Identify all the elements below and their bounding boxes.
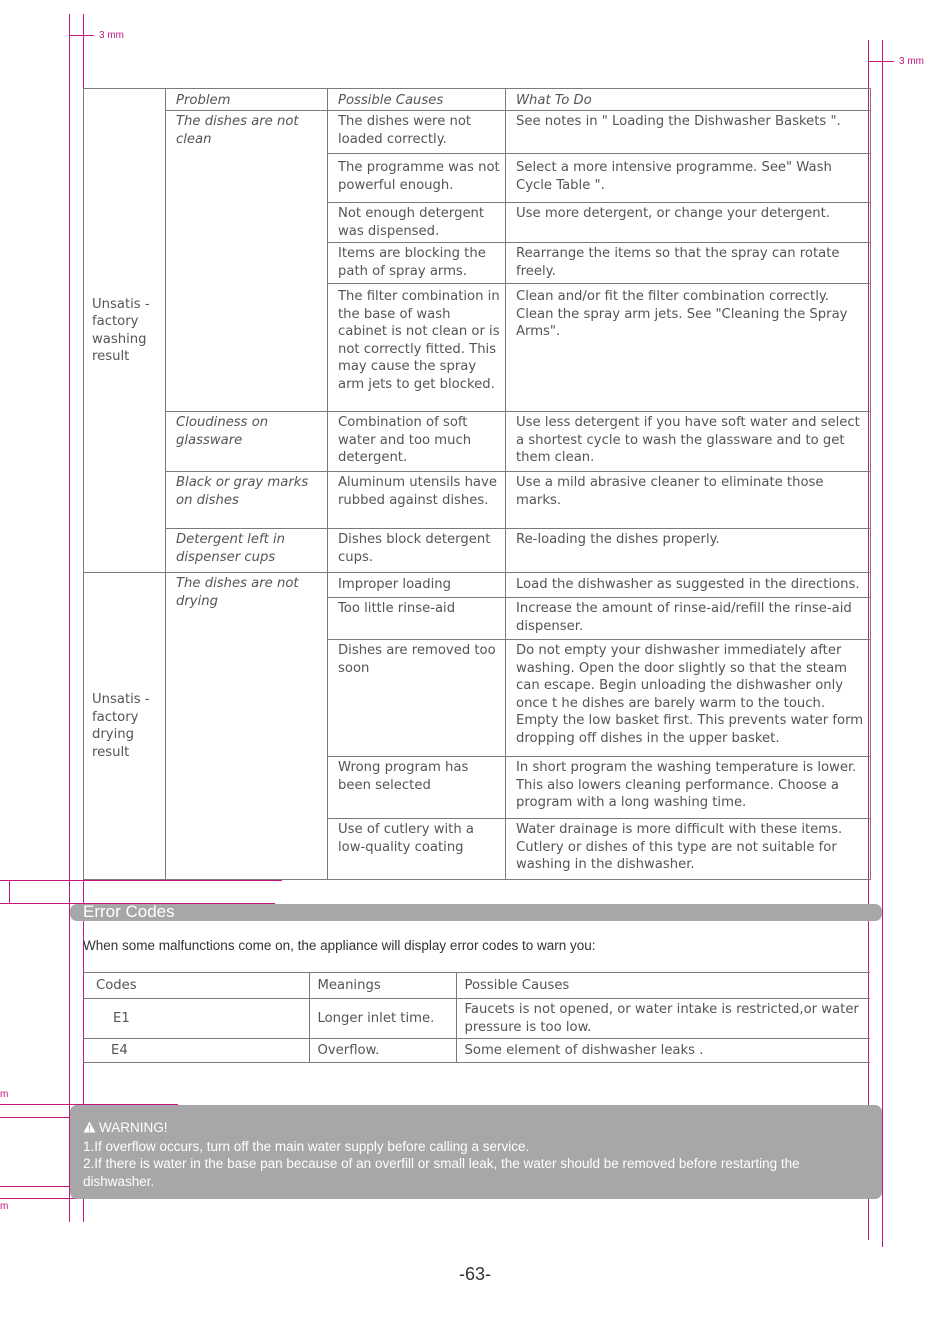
- table-row: [84, 472, 871, 529]
- error-cause: Faucets is not opened, or water intake is restricted,or water pressure is too low.: [456, 999, 870, 1039]
- crop-mark-vertical-short: [9, 880, 10, 903]
- cause-cell: The programme was not powerful enough.: [328, 154, 506, 203]
- warning-triangle-icon: [83, 1120, 96, 1138]
- cause-cell: Aluminum utensils have rubbed against dishes.: [328, 472, 506, 529]
- header-what-to-do: What To Do: [506, 89, 871, 111]
- cause-cell: Improper loading: [328, 573, 506, 598]
- todo-cell: Use a mild abrasive cleaner to eliminate those marks.: [506, 472, 871, 529]
- header-possible-causes: Possible Causes: [328, 89, 506, 111]
- error-code: E1: [83, 999, 309, 1039]
- warning-text-block: [83, 1119, 873, 1190]
- crop-mark-vertical-left: [69, 14, 70, 1222]
- header-meanings: Meanings: [309, 973, 456, 999]
- cause-cell: Dishes block detergent cups.: [328, 529, 506, 573]
- crop-mark-vertical-right-outer: [882, 40, 883, 1247]
- todo-cell: Use more detergent, or change your detergent.: [506, 203, 871, 243]
- crop-mark-label-top-right: 3 mm: [899, 56, 924, 67]
- cause-cell: The dishes were not loaded correctly.: [328, 111, 506, 154]
- problem-not-clean: The dishes are not clean: [166, 111, 328, 412]
- todo-cell: Use less detergent if you have soft water and select a shortest cycle to wash the glassware and to get them clean.: [506, 412, 871, 472]
- table-row: [84, 412, 871, 472]
- table-row: [84, 111, 871, 154]
- crop-mark-label-left-2: m: [0, 1201, 9, 1212]
- error-row: [83, 1039, 870, 1063]
- header-codes: Codes: [83, 973, 309, 999]
- todo-cell: In short program the washing temperature is lower. This also lowers cleaning performance. Choose a program with a long washing time.: [506, 757, 871, 819]
- page-number: -63-: [458, 1264, 491, 1284]
- todo-cell: Re-loading the dishes properly.: [506, 529, 871, 573]
- problem-cloudiness: Cloudiness on glassware: [166, 412, 328, 472]
- error-row: [83, 999, 870, 1039]
- warning-title: WARNING!: [99, 1120, 168, 1135]
- error-code: E4: [83, 1039, 309, 1063]
- cause-cell: Dishes are removed too soon: [328, 640, 506, 757]
- error-meaning: Overflow.: [309, 1039, 456, 1063]
- crop-mark-horizontal-1: [0, 880, 282, 881]
- cause-cell: Not enough detergent was dispensed.: [328, 203, 506, 243]
- error-header-row: [83, 973, 870, 999]
- error-meaning: Longer inlet time.: [309, 999, 456, 1039]
- cause-cell: Combination of soft water and too much detergent.: [328, 412, 506, 472]
- cause-cell: Too little rinse-aid: [328, 598, 506, 640]
- table-row: [84, 529, 871, 573]
- error-codes-table: [83, 972, 870, 1063]
- todo-cell: Increase the amount of rinse-aid/refill the rinse-aid dispenser.: [506, 598, 871, 640]
- crop-mark-tick-top-right: [868, 61, 894, 62]
- table-header-row: [84, 89, 871, 111]
- category-drying: Unsatis -factory drying result: [84, 573, 166, 880]
- problem-not-drying: The dishes are not drying: [166, 573, 328, 880]
- todo-cell: Do not empty your dishwasher immediately after washing. Open the door slightly so that the steam can escape. Begin unloading the dishwasher only once t he dishes are barely warm to the touch. Empty the low basket first. This prevents water form dropping off dishes in the upper basket.: [506, 640, 871, 757]
- todo-cell: Clean and/or fit the filter combination correctly. Clean the spray arm jets. See "Cleaning the Spray Arms".: [506, 284, 871, 412]
- cause-cell: The filter combination in the base of wash cabinet is not clean or is not correctly fitted. This may cause the spray arm jets to get blocked.: [328, 284, 506, 412]
- header-error-causes: Possible Causes: [456, 973, 870, 999]
- todo-cell: Select a more intensive programme. See" Wash Cycle Table ".: [506, 154, 871, 203]
- todo-cell: See notes in " Loading the Dishwasher Baskets ".: [506, 111, 871, 154]
- error-codes-banner: [70, 904, 882, 921]
- table-row: [84, 573, 871, 598]
- category-washing: Unsatis -factory washing result: [84, 89, 166, 573]
- warning-line-2: 2.If there is water in the base pan because of an overfill or small leak, the water should be removed before restarting the dishwasher.: [83, 1156, 800, 1189]
- crop-mark-label-left-1: m: [0, 1089, 9, 1100]
- todo-cell: Rearrange the items so that the spray can rotate freely.: [506, 243, 871, 284]
- cause-cell: Use of cutlery with a low-quality coating: [328, 819, 506, 880]
- crop-mark-label-top-left: 3 mm: [99, 30, 124, 41]
- cause-cell: Items are blocking the path of spray arms.: [328, 243, 506, 284]
- crop-mark-tick-top-left: [69, 35, 94, 36]
- error-codes-intro: When some malfunctions come on, the appliance will display error codes to warn you:: [83, 938, 596, 953]
- todo-cell: Water drainage is more difficult with these items. Cutlery or dishes of this type are not suitable for washing in the dishwasher.: [506, 819, 871, 880]
- warning-title-line: [83, 1119, 873, 1138]
- header-problem: Problem: [166, 89, 328, 111]
- error-codes-title: Error Codes: [83, 902, 175, 921]
- problem-detergent-left: Detergent left in dispenser cups: [166, 529, 328, 573]
- troubleshooting-table: [83, 88, 871, 880]
- error-cause: Some element of dishwasher leaks .: [456, 1039, 870, 1063]
- problem-black-marks: Black or gray marks on dishes: [166, 472, 328, 529]
- todo-cell: Load the dishwasher as suggested in the directions.: [506, 573, 871, 598]
- cause-cell: Wrong program has been selected: [328, 757, 506, 819]
- warning-line-1: 1.If overflow occurs, turn off the main water supply before calling a service.: [83, 1138, 530, 1154]
